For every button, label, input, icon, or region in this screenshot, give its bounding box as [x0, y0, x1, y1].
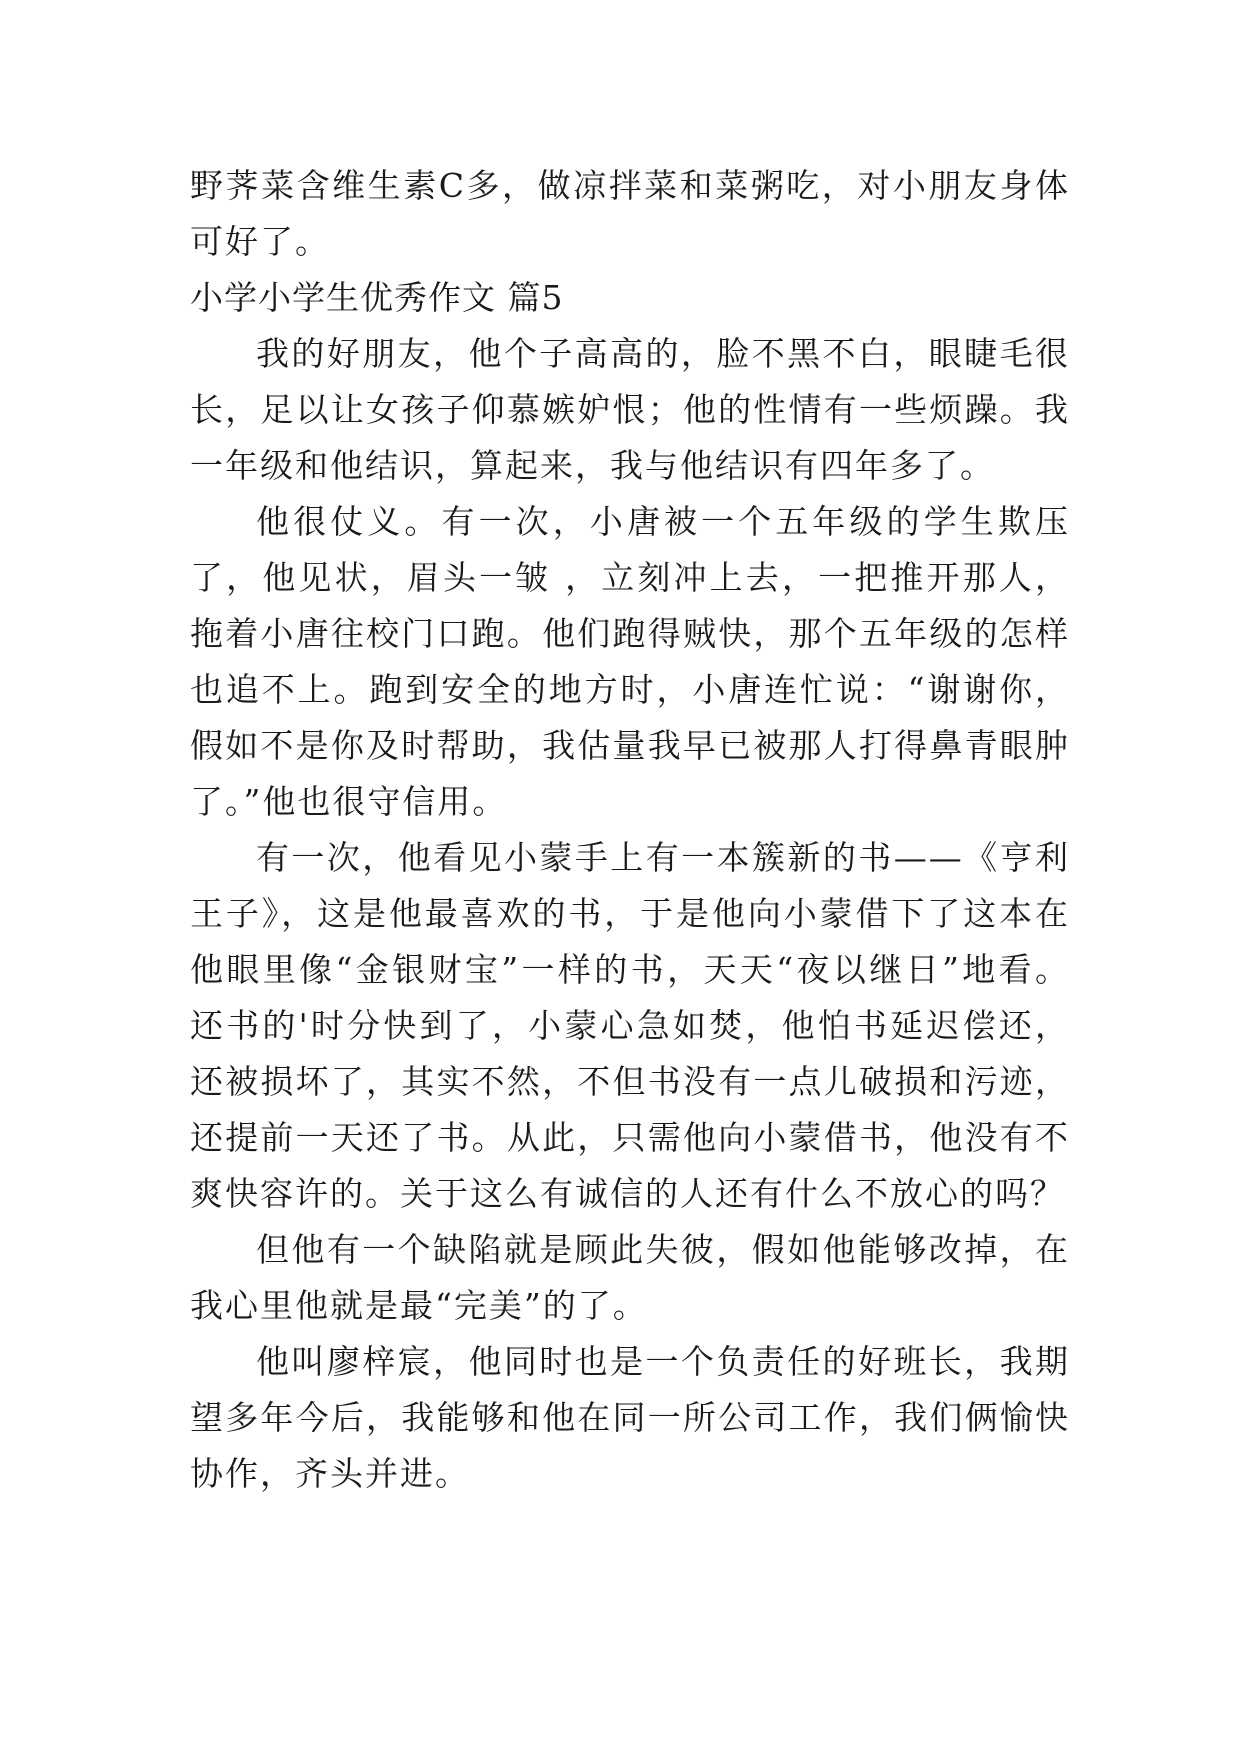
paragraph: 他很仗义。有一次，小唐被一个五年级的学生欺压了，他见状，眉头一皱 ，立刻冲上去，一把推开那人，拖着小唐往校门口跑。他们跑得贼快，那个五年级的怎样也追不上。跑到安全的地方时，小唐连忙说：“谢谢你，假如不是你及时帮助，我估量我早已被那人打得鼻青眼肿了。”他也很守信用。 — [190, 502, 1070, 821]
paragraph: 我的好朋友，他个子高高的，脸不黑不白，眼睫毛很长，足以让女孩子仰慕嫉妒恨；他的性情有一些烦躁。我一年级和他结识，算起来，我与他结识有四年多了。 — [190, 334, 1070, 485]
paragraph: 他叫廖梓宸，他同时也是一个负责任的好班长，我期望多年今后，我能够和他在同一所公司工作，我们俩愉快协作，齐头并进。 — [190, 1342, 1070, 1493]
paragraph: 但他有一个缺陷就是顾此失彼，假如他能够改掉，在我心里他就是最“完美”的了。 — [190, 1230, 1070, 1325]
section-heading: 小学小学生优秀作文 篇5 — [190, 278, 564, 317]
paragraph: 有一次，他看见小蒙手上有一本簇新的书——《亨利王子》，这是他最喜欢的书，于是他向小蒙借下了这本在他眼里像“金银财宝”一样的书，天天“夜以继日”地看。还书的'时分快到了，小蒙心急如焚，他怕书延迟偿还，还被损坏了，其实不然，不但书没有一点儿破损和污迹，还提前一天还了书。从此，只需他向小蒙借书，他没有不爽快容许的。关于这么有诚信的人还有什么不放心的吗？ — [190, 838, 1070, 1213]
paragraph-continuation: 野荠菜含维生素C多，做凉拌菜和菜粥吃，对小朋友身体可好了。 — [190, 166, 1070, 261]
document-body — [190, 158, 1070, 1502]
